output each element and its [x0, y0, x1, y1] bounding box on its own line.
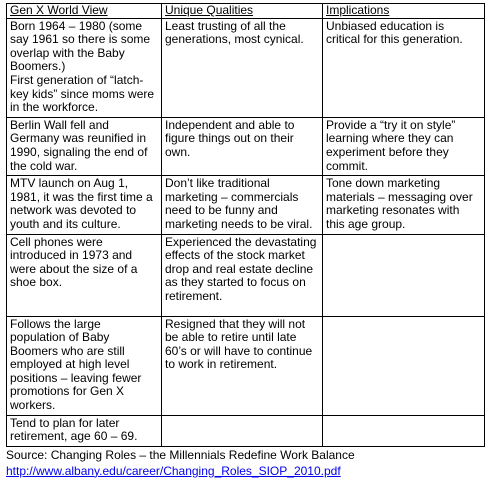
table-row [7, 234, 485, 316]
table-row [7, 18, 485, 117]
table-row [7, 415, 485, 446]
world-view-cell: Follows the large population of Baby Boomers who are still employed at high level positions – leaving fewer promotions for Gen X workers. [7, 316, 162, 415]
header-row [7, 4, 485, 19]
gen-x-table [6, 3, 485, 447]
document [6, 3, 484, 480]
world-view-cell: Tend to plan for later retirement, age 60 – 69. [7, 415, 162, 446]
world-view-text-1: Born 1964 – 1980 (some say 1961 so there is some overlap with the Baby Boomers.) [10, 18, 151, 74]
world-view-cell: Cell phones were introduced in 1973 and were about the size of a shoe box. [7, 234, 162, 316]
implications-cell [323, 415, 485, 446]
source-citation: Source: Changing Roles – the Millennials Redefine Work Balance [6, 447, 355, 462]
qualities-cell: Resigned that they will not be able to retire until late 60’s or will have to continue to work in retirement. [162, 316, 323, 415]
qualities-cell: Experienced the devastating effects of the stock market drop and real estate decline as they started to focus on retirement. [162, 234, 323, 316]
world-view-cell [7, 18, 162, 117]
qualities-cell: Least trusting of all the generations, most cynical. [162, 18, 323, 117]
header-unique-qualities: Unique Qualities [162, 4, 323, 19]
implications-cell: Provide a “try it on style” learning where they can experiment before they commit. [323, 117, 485, 175]
header-world-view: Gen X World View [7, 4, 162, 19]
world-view-cell: Berlin Wall fell and Germany was reunified in 1990, signaling the end of the cold war. [7, 117, 162, 175]
implications-cell [323, 316, 485, 415]
table-row [7, 117, 485, 175]
table-row [7, 316, 485, 415]
header-implications: Implications [323, 4, 485, 19]
table-row [7, 176, 485, 234]
implications-cell: Tone down marketing materials – messaging over marketing resonates with this age group. [323, 176, 485, 234]
world-view-text-2: First generation of “latch-key kids” since moms were in the workforce. [10, 72, 155, 115]
implications-cell [323, 234, 485, 316]
qualities-cell [162, 415, 323, 446]
qualities-cell: Don’t like traditional marketing – commercials need to be funny and marketing needs to be viral. [162, 176, 323, 234]
world-view-cell: MTV launch on Aug 1, 1981, it was the first time a network was devoted to youth and its culture. [7, 176, 162, 234]
qualities-cell: Independent and able to figure things out on their own. [162, 117, 323, 175]
source-link[interactable]: http://www.albany.edu/career/Changing_Roles_SIOP_2010.pdf [6, 463, 341, 478]
implications-cell: Unbiased education is critical for this generation. [323, 18, 485, 117]
